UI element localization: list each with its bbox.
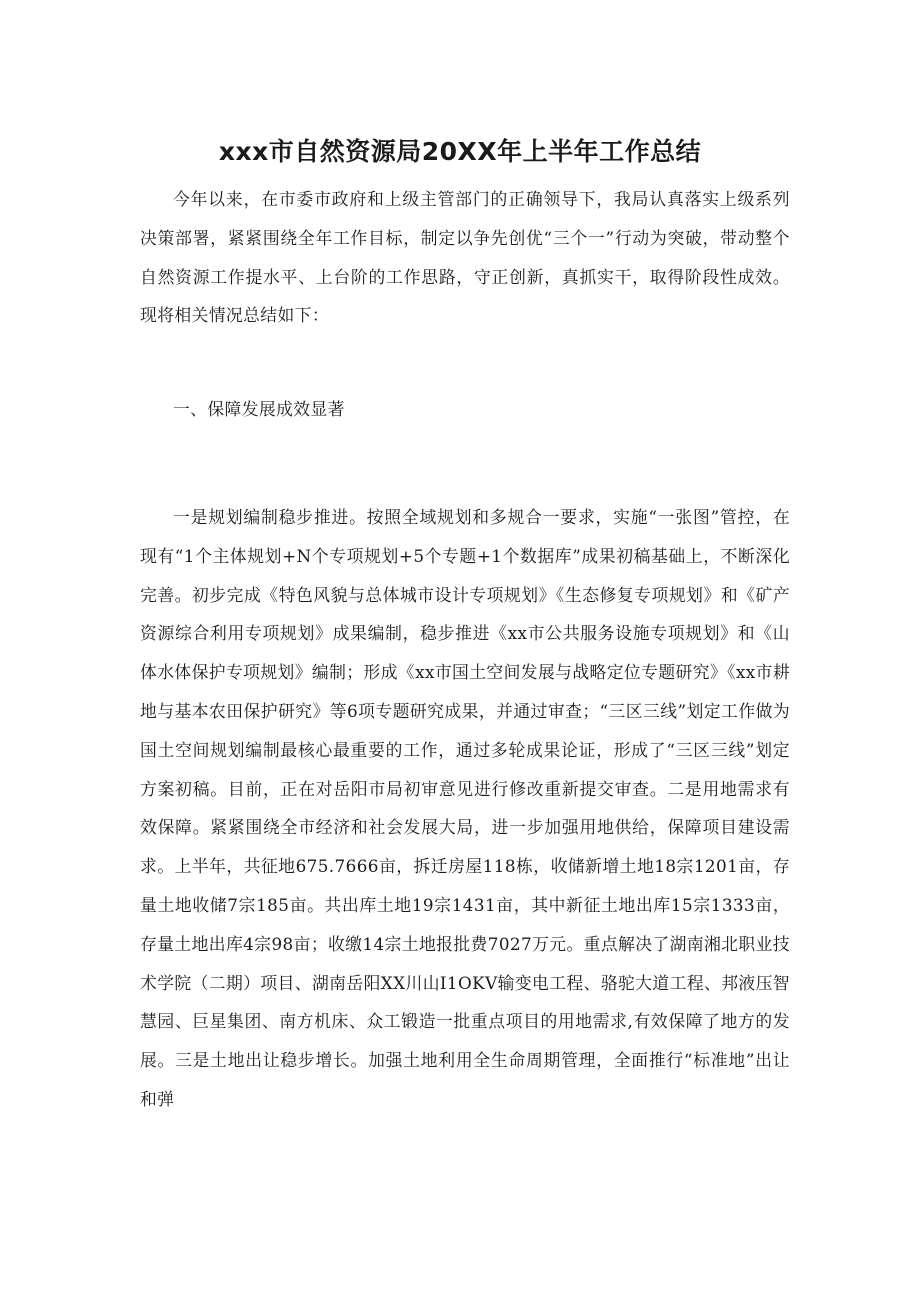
section-heading: 一、保障发展成效显著 <box>173 399 345 419</box>
intro-paragraph: 今年以来，在市委市政府和上级主管部门的正确领导下，我局认真落实上级系列决策部署，紧紧围绕全年工作目标，制定以争先创优“三个一”行动为突破，带动整个自然资源工作提水平、上台阶的工作思路，守正创新，真抓实干，取得阶段性成效。现将相关情况总结如下： <box>140 189 790 326</box>
main-paragraph: 一是规划编制稳步推进。按照全域规划和多规合一要求，实施“一张图”管控，在现有“1个主体规划+N个专项规划+5个专题+1个数据库”成果初稿基础上，不断深化完善。初步完成《特色风貌与总体城市设计专项规划》《生态修复专项规划》和《矿产资源综合利用专项规划》成果编制，稳步推进《xx市公共服务设施专项规划》和《山体水体保护专项规划》编制；形成《xx市国土空间发展与战略定位专题研究》《xx市耕地与基本农田保护研究》等6项专题研究成果，并通过审查；“三区三线”划定工作做为国土空间规划编制最核心最重要的工作，通过多轮成果论证，形成了“三区三线”划定方案初稿。目前，正在对岳阳市局初审意见进行修改重新提交审查。二是用地需求有效保障。紧紧围绕全市经济和社会发展大局，进一步加强用地供给，保障项目建设需求。上半年，共征地675.7666亩，拆迁房屋118栋，收储新增土地18宗1201亩，存量土地收储7宗185亩。共出库土地19宗1431亩，其中新征土地出库15宗1333亩，存量土地出库4宗98亩；收缴14宗土地报批费7027万元。重点解决了湖南湘北职业技术学院（二期）项目、湖南岳阳XX川山I1OKV输变电工程、骆驼大道工程、邦液压智慧园、巨星集团、南方机床、众工锻造一批重点项目的用地需求,有效保障了地方的发展。三是土地出让稳步增长。加强土地利用全生命周期管理，全面推行“标准地”出让和弹 <box>140 507 790 1109</box>
document-title: xxx市自然资源局20XX年上半年工作总结 <box>218 137 702 166</box>
